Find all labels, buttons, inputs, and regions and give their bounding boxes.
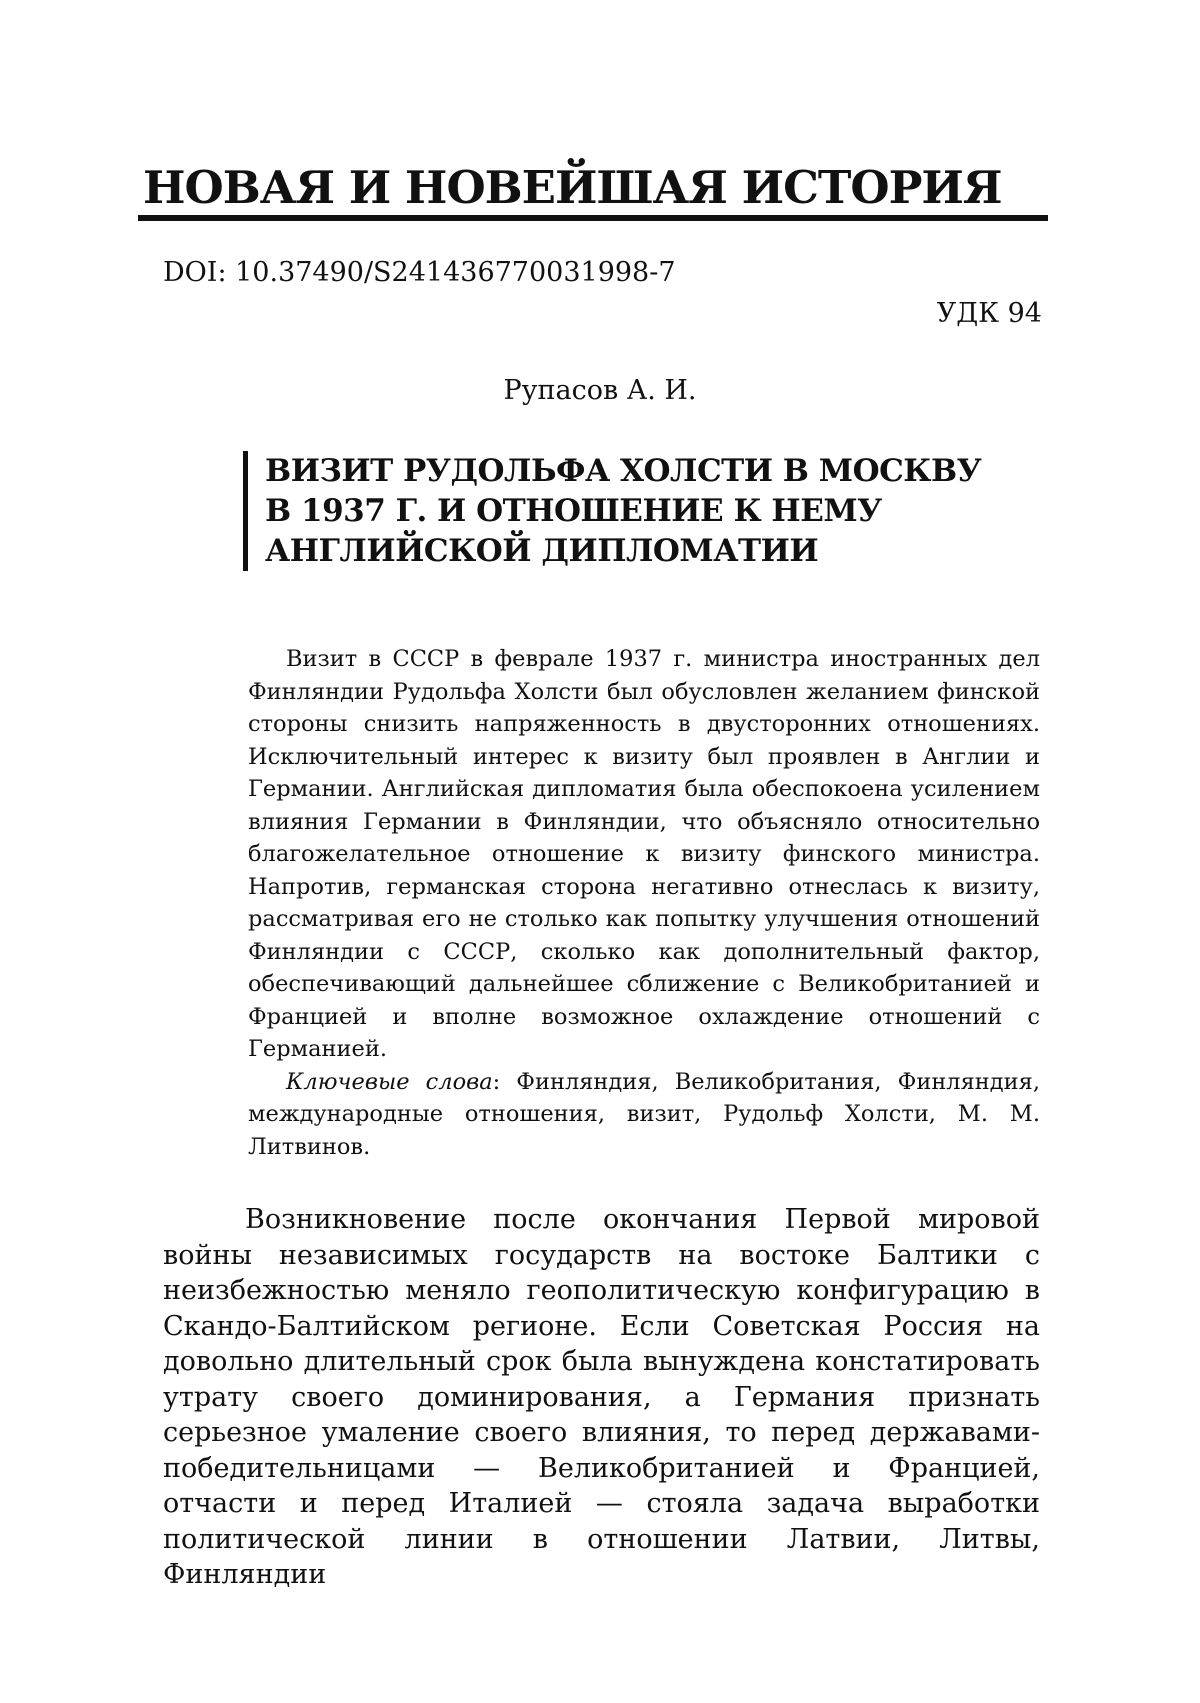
article-title-line: АНГЛИЙСКОЙ ДИПЛОМАТИИ	[265, 533, 818, 569]
keywords	[248, 1066, 1040, 1164]
author: Рупасов А. И.	[0, 373, 1200, 409]
section-title: НОВАЯ И НОВЕЙШАЯ ИСТОРИЯ	[143, 158, 1002, 218]
abstract	[248, 643, 1040, 1163]
section-divider	[138, 215, 1048, 221]
keywords-list: : Финляндия, Великобритания, Финляндия, международные отношения, визит, Рудольф Холсти, М. М. Литвинов.	[248, 1069, 1040, 1160]
abstract-text: Визит в СССР в феврале 1937 г. министра иностранных дел Финляндии Рудольфа Холсти был обусловлен желанием финской стороны снизить напряженность в двусторонних отношениях. Исключительный интерес к визиту был проявлен в Англии и Германии. Английская дипломатия была обеспокоена усилением влияния Германии в Финляндии, что объясняло относительно благожелательное отношение к визиту финского министра. Напротив, германская сторона негативно отнеслась к визиту, рассматривая его не столько как попытку улучшения отношений Финляндии с СССР, сколько как дополнительный фактор, обеспечивающий дальнейшее сближение с Великобританией и Францией и вполне возможное охлаждение отношений с Германией.	[248, 643, 1040, 1066]
article-title	[265, 451, 1065, 571]
article-title-block	[243, 451, 1065, 571]
body-paragraph: Возникновение после окончания Первой мировой войны независимых государств на востоке Балтики с неизбежностью меняло геополитическую конфигурацию в Скандо-Балтийском регионе. Если Советская Россия на довольно длительный срок была вынуждена констатировать утрату своего доминирования, а Германия признать серьезное умаление своего влияния, то перед державами-победительницами — Великобританией и Францией, отчасти и перед Италией — стояла задача выработки политической линии в отношении Латвии, Литвы, Финляндии	[163, 1202, 1040, 1593]
doi: DOI: 10.37490/S241436770031998-7	[163, 255, 676, 291]
article-body	[163, 1202, 1040, 1593]
udk-code: УДК 94	[937, 296, 1042, 332]
article-title-line: ВИЗИТ РУДОЛЬФА ХОЛСТИ В МОСКВУ	[265, 453, 981, 489]
keywords-label: Ключевые слова	[286, 1069, 493, 1095]
article-title-line: В 1937 Г. И ОТНОШЕНИЕ К НЕМУ	[265, 493, 882, 529]
